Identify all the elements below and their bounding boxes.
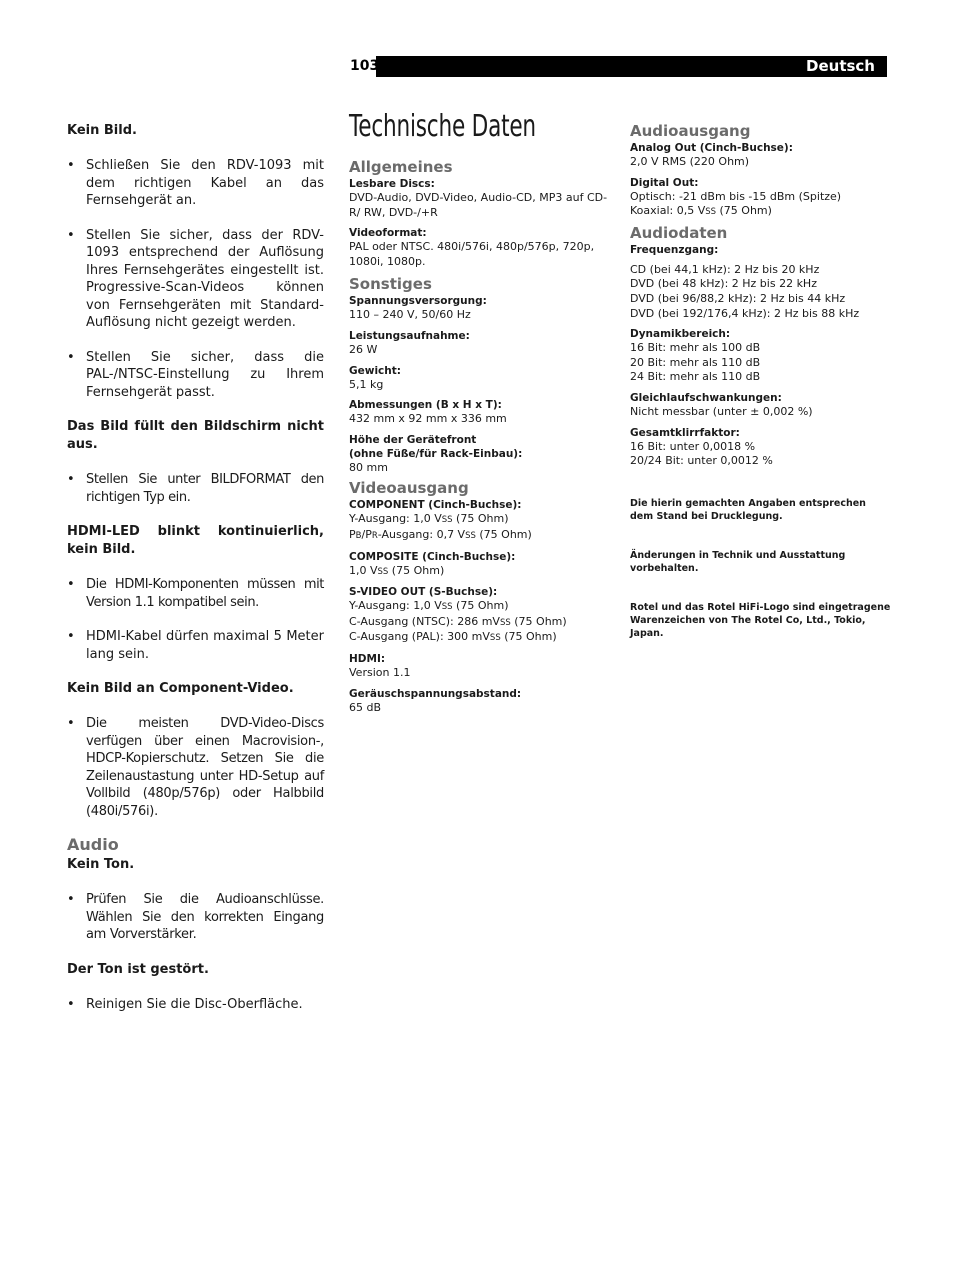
spec-label: COMPONENT (Cinch-Buchse):: [349, 499, 522, 512]
spec-label: Gewicht:: [349, 364, 401, 377]
spec-value: 2,0 V RMS (220 Ohm): [630, 155, 750, 168]
troubleshooting-column: [67, 122, 324, 1013]
spec-value: Version 1.1: [349, 665, 411, 679]
spec-value: 65 dB: [349, 700, 382, 714]
spec-value: 16 Bit: unter 0,0018 %: [630, 439, 756, 453]
section-heading: Audiodaten: [630, 223, 728, 242]
issue-title: Der Ton ist gestört.: [67, 961, 209, 977]
section-heading: Allgemeines: [349, 158, 453, 176]
footnote: Änderungen in Technik und Ausstattung vorbehalten.: [630, 549, 846, 574]
spec-value: Optisch: -21 dBm bis -15 dBm (Spitze): [630, 189, 842, 203]
spec-value: 5,1 kg: [349, 377, 384, 391]
spec-value: 20 Bit: mehr als 110 dB: [630, 355, 761, 369]
spec-value: DVD (bei 96/88,2 kHz): 2 Hz bis 44 kHz: [630, 291, 846, 305]
spec-label: Lesbare Discs:: [349, 178, 435, 190]
spec-value: C-Ausgang (NTSC): 286 mVSS (75 Ohm): [349, 614, 567, 628]
spec-label: Geräuschspannungsabstand:: [349, 687, 522, 700]
spec-value: 1,0 VSS (75 Ohm): [349, 563, 445, 577]
page-title: Technische Daten: [349, 109, 536, 144]
spec-label: Gesamtklirrfaktor:: [630, 426, 740, 439]
spec-value: Y-Ausgang: 1,0 VSS (75 Ohm): [349, 512, 509, 526]
issue-title: Kein Ton.: [67, 857, 135, 872]
bullet-item: • HDMI-Kabel dürfen maximal 5 Meter lang sein.: [67, 628, 324, 663]
spec-label: (ohne Füße/für Rack-Einbau):: [349, 447, 523, 460]
spec-value: Nicht messbar (unter ± 0,002 %): [630, 404, 813, 418]
spec-value: 20/24 Bit: unter 0,0012 %: [630, 454, 773, 468]
spec-value: DVD-Audio, DVD-Video, Audio-CD, MP3 auf CD-R/ RW, DVD-/+R: [349, 191, 608, 219]
bullet-item: • Die meisten DVD-Video-Discs verfügen über einen Macrovision-, HDCP-Kopierschutz. Setzen Sie die Zeilenaustastung unter HD-Setup auf Vollbild (480p/576p) oder Halbbild (480i/576i).: [67, 715, 324, 820]
spec-label: S-VIDEO OUT (S-Buchse):: [349, 586, 498, 599]
spec-value: 80 mm: [349, 460, 388, 474]
spec-value: 26 W: [349, 342, 378, 356]
spec-value: DVD (bei 192/176,4 kHz): 2 Hz bis 88 kHz: [630, 306, 860, 320]
issue-title: HDMI-LED blinkt kontinuierlich, kein Bild.: [67, 524, 324, 557]
issue-title: Kein Bild.: [67, 123, 137, 138]
spec-label: Gleichlaufschwankungen:: [630, 391, 782, 404]
spec-value: DVD (bei 48 kHz): 2 Hz bis 22 kHz: [630, 277, 817, 291]
spec-label: Abmessungen (B x H x T):: [349, 399, 502, 412]
bullet-item: • Die HDMI-Komponenten müssen mit Version 1.1 kompatibel sein.: [67, 576, 324, 611]
section-heading-audio: Audio: [67, 835, 119, 854]
specs-column-right: [630, 122, 892, 640]
spec-label: Dynamikbereich:: [630, 328, 731, 341]
spec-label: HDMI:: [349, 652, 386, 665]
bullet-item: • Stellen Sie sicher, dass die PAL-/NTSC-Einstellung zu Ihrem Fernsehgerät passt.: [67, 349, 324, 402]
spec-value: C-Ausgang (PAL): 300 mVSS (75 Ohm): [349, 630, 557, 644]
footnote: Rotel und das Rotel HiFi-Logo sind eingetragene Warenzeichen von The Rotel Co, Ltd., Tokio, Japan.: [630, 601, 891, 639]
section-heading: Videoausgang: [349, 479, 469, 498]
header-bar: [348, 56, 887, 77]
page-number: 103: [348, 56, 376, 77]
footnote: Die hierin gemachten Angaben entsprechen dem Stand bei Drucklegung.: [630, 497, 866, 522]
spec-label: Analog Out (Cinch-Buchse):: [630, 142, 793, 154]
spec-label: Videoformat:: [349, 227, 427, 240]
spec-value: Y-Ausgang: 1,0 VSS (75 Ohm): [349, 599, 509, 613]
section-heading: Sonstiges: [349, 275, 432, 294]
bullet-item: • Stellen Sie sicher, dass der RDV-1093 entsprechend der Auflösung Ihres Fernsehgerätes eingestellt ist. Progressive-Scan-Videos können von Fernsehgeräten mit Standard-Auflösung nicht gezeigt werden.: [67, 227, 324, 332]
spec-label: Digital Out:: [630, 176, 699, 189]
spec-label: Frequenzgang:: [630, 243, 719, 256]
bullet-item: • Prüfen Sie die Audioanschlüsse. Wählen Sie den korrekten Eingang am Vorverstärker.: [67, 891, 324, 944]
spec-value: Koaxial: 0,5 VSS (75 Ohm): [630, 204, 772, 218]
spec-label: Spannungsversorgung:: [349, 295, 487, 308]
spec-label: Höhe der Gerätefront: [349, 433, 477, 446]
issue-title: Das Bild füllt den Bildschirm nicht aus.: [67, 419, 324, 452]
bullet-item: • Stellen Sie unter BILDFORMAT den richtigen Typ ein.: [67, 471, 324, 506]
issue-title: Kein Bild an Component-Video.: [67, 681, 294, 696]
language-label: Deutsch: [806, 57, 875, 75]
bullet-item: • Schließen Sie den RDV-1093 mit dem richtigen Kabel an das Fernsehgerät an.: [67, 157, 324, 210]
bullet-item: • Reinigen Sie die Disc-Oberfläche.: [67, 996, 324, 1014]
spec-value: PB/PR-Ausgang: 0,7 VSS (75 Ohm): [349, 527, 532, 541]
spec-value: 432 mm x 92 mm x 336 mm: [349, 412, 507, 426]
spec-label: COMPOSITE (Cinch-Buchse):: [349, 550, 516, 563]
spec-value: PAL oder NTSC. 480i/576i, 480p/576p, 720p, 1080i, 1080p.: [349, 240, 595, 268]
spec-value: 24 Bit: mehr als 110 dB: [630, 370, 761, 384]
spec-label: Leistungsaufnahme:: [349, 329, 470, 342]
specs-column-middle: [349, 108, 611, 715]
section-heading: Audioausgang: [630, 122, 751, 140]
spec-value: CD (bei 44,1 kHz): 2 Hz bis 20 kHz: [630, 262, 820, 276]
spec-value: 16 Bit: mehr als 100 dB: [630, 341, 761, 355]
spec-value: 110 – 240 V, 50/60 Hz: [349, 308, 471, 322]
